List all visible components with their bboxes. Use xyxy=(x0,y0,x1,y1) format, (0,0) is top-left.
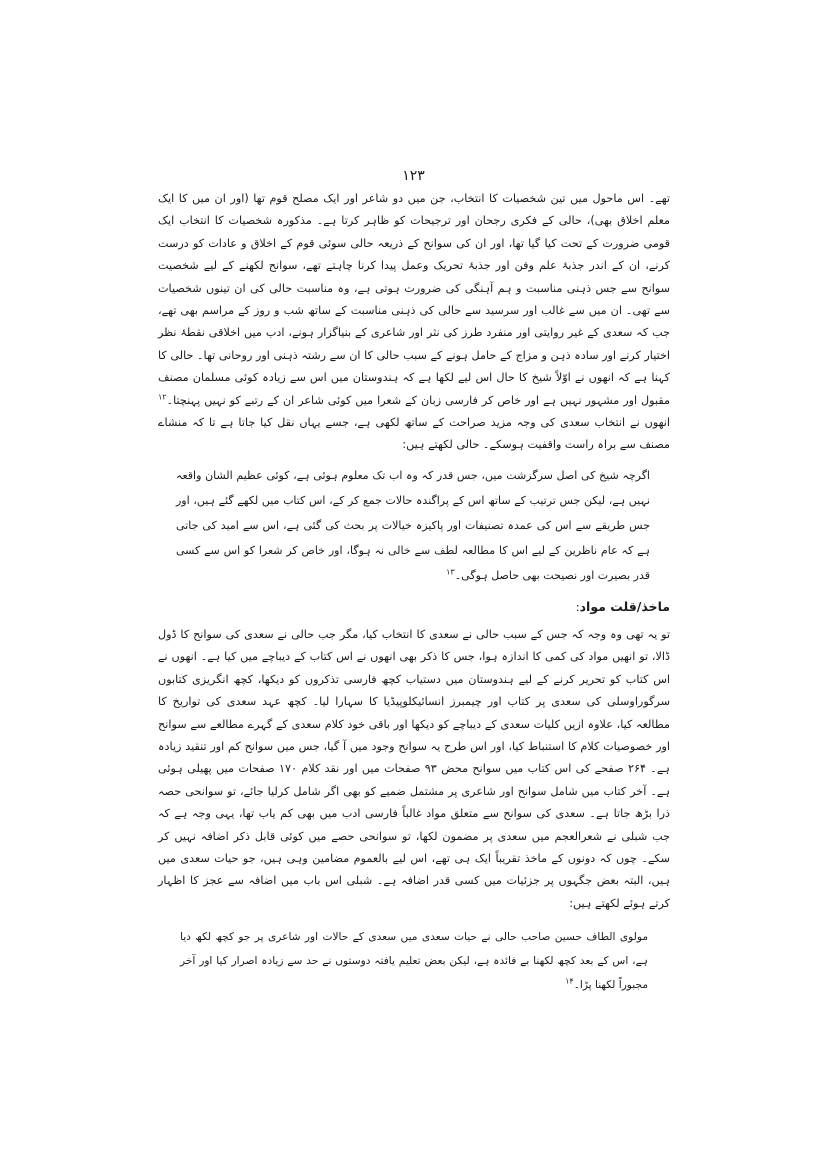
block-quote-hali-text: اگرچہ شیخ کی اصل سرگزشت میں، جس قدر کہ وہ اب تک معلوم ہوئی ہے، کوئی عظیم الشان واقعہ نہیں ہے، لیکن جس ترتیب کے ساتھ اس کے پراگندہ حالات جمع کر کے، اس کتاب میں لکھے گئے ہیں، اور جس طریقے سے اس کی عمدہ تصنیفات اور پاکیزہ خیالات پر بحث کی گئی ہے، اس سے امید کی جاتی ہے کہ عام ناظرین کے لیے اس کا مطالعہ لطف سے خالی نہ ہوگا، اور خاص کر شعرا کو اس سے کسی قدر بصیرت اور نصیحت بھی حاصل ہوگی۔ xyxy=(176,468,650,582)
block-quote-hali xyxy=(176,463,650,588)
paragraph-sources-text: تو یہ تھی وہ وجہ کہ جس کے سبب حالی نے سعدی کا انتخاب کیا، مگر جب حالی نے سعدی کی سوانح کا ڈول ڈالا، تو انھیں مواد کی کمی کا اندازہ ہوا، جس کا ذکر بھی انھوں نے اس کتاب کے دیباچے میں کیا ہے۔ انھوں نے اس کتاب کو تحریر کرنے کے لیے ہندوستان میں دستیاب کچھ فارسی تذکروں کو دیکھا، کچھ انگریزی کتابوں سرگوراوسلی کی سعدی پر کتاب اور چیمبرز انسائیکلوپیڈیا کا سہارا لیا۔ کچھ عہد سعدی کی تواریخ کا مطالعہ کیا، علاوہ ازیں کلیات سعدی کے دیباچے کو دیکھا اور باقی خود کلام سعدی کے گہرے مطالعے سے سوانح اور خصوصیات کلام کا استنباط کیا، اور اس طرح یہ سوانح وجود میں آ گیا، جس میں سوانح کم اور تنقید زیادہ ہے۔ ۲۶۴ صفحے کی اس کتاب میں سوانح محض ۹۳ صفحات میں اور نقد کلام ۱۷۰ صفحات میں پھیلی ہوئی ہے۔ آخر کتاب میں شامل سوانح اور شاعری پر مشتمل ضمیے کو بھی اگر شامل کرلیا جائے، تو سوانحی حصہ ذرا بڑھ جاتا ہے۔ سعدی کی سوانح سے متعلق مواد غالباً فارسی ادب میں بھی کم یاب تھا، یہی وجہ ہے کہ جب شبلی نے شعرالعجم میں سعدی پر مضمون لکھا، تو سوانحی حصے میں کوئی قابل ذکر اضافہ نہیں کر سکے۔ چوں کہ دونوں کے ماخذ تقریباً ایک ہی تھے، اس لیے بالعموم مضامین وہی ہیں، جو حیات سعدی میں ہیں، البتہ بعض جگہوں پر جزئیات میں کسی قدر اضافہ ہے۔ شبلی اس باب میں اضافہ سے عجز کا اظہار کرتے ہوئے لکھتے ہیں: xyxy=(158,627,670,910)
paragraph-sources xyxy=(158,624,670,915)
page-content xyxy=(158,188,670,997)
block-quote-shibli-text: مولوی الطاف حسین صاحب حالی نے حیات سعدی میں سعدی کے حالات اور شاعری پر جو کچھ لکھ دیا ہے، اس کے بعد کچھ لکھنا بے فائدہ ہے، لیکن بعض تعلیم یافتہ دوستوں نے حد سے زیادہ اصرار کیا اور آخر مجبوراً لکھنا پڑا۔ xyxy=(180,931,648,992)
paragraph-intro-text: تھے۔ اس ماحول میں تین شخصیات کا انتخاب، جن میں دو شاعر اور ایک مصلح قوم تھا (اور ان میں کا ایک معلم اخلاق بھی)، حالی کے فکری رجحان اور ترجیحات کو ظاہر کرتا ہے۔ مذکورہ شخصیات کا انتخاب ایک قومی ضرورت کے تحت کیا گیا تھا، اور ان کی سوانح کے ذریعہ حالی سوئی قوم کے اخلاق و عادات کو درست کرنے، ان کے اندر جذبۂ علم وفن اور جذبۂ تحریک وعمل پیدا کرنا چاہتے تھے، سوانح لکھنے کے لیے شخصیت سوانح سے جس ذہنی مناسبت و ہم آہنگی کی ضرورت ہوتی ہے، وہ مناسبت حالی کی ان تینوں شخصیات سے تھی۔ ان میں سے غالب اور سرسید سے حالی کی ذہنی مناسبت کے ساتھ شب و روز کے مراسم بھی تھے، جب کہ سعدی کے غیر روایتی اور منفرد طرز کی نثر اور شاعری کے بنیاگزار ہونے، ادب میں اخلاقی نقطۂ نظر اختیار کرنے اور سادہ ذہن و مزاج کے حامل ہونے کے سبب حالی کا ان سے رشتہ ذہنی اور روحانی تھا۔ حالی کا کہنا ہے کہ انھوں نے اوّلاً شیخ کا حال اس لیے لکھا ہے کہ ہندوستان میں اس سے زیادہ کوئی مسلمان مصنف مقبول اور مشہور نہیں ہے اور خاص کر فارسی زبان کے شعرا میں کوئی شاعر ان کے رتبے کو نہیں پہنچتا۔ xyxy=(158,192,670,407)
footnote-marker-13: ۱۳ xyxy=(446,567,455,577)
footnote-marker-12: ۱۲ xyxy=(158,391,167,401)
paragraph-intro-text-continued: انھوں نے انتخاب سعدی کی وجہ مزید صراحت کے ساتھ لکھی ہے، جسے یہاں نقل کیا جاتا ہے تا کہ منشاے مصنف سے براہ راست واقفیت ہوسکے۔ حالی لکھتے ہیں: xyxy=(158,416,670,452)
block-quote-shibli xyxy=(180,925,648,997)
paragraph-intro xyxy=(158,188,670,457)
section-heading-text: ماخذ/قلت مواد xyxy=(579,598,670,614)
section-heading-colon: : xyxy=(575,599,580,614)
footnote-marker-14: ۱۴ xyxy=(565,976,574,986)
page-number: ۱۲۳ xyxy=(402,168,425,184)
section-heading xyxy=(158,596,670,618)
